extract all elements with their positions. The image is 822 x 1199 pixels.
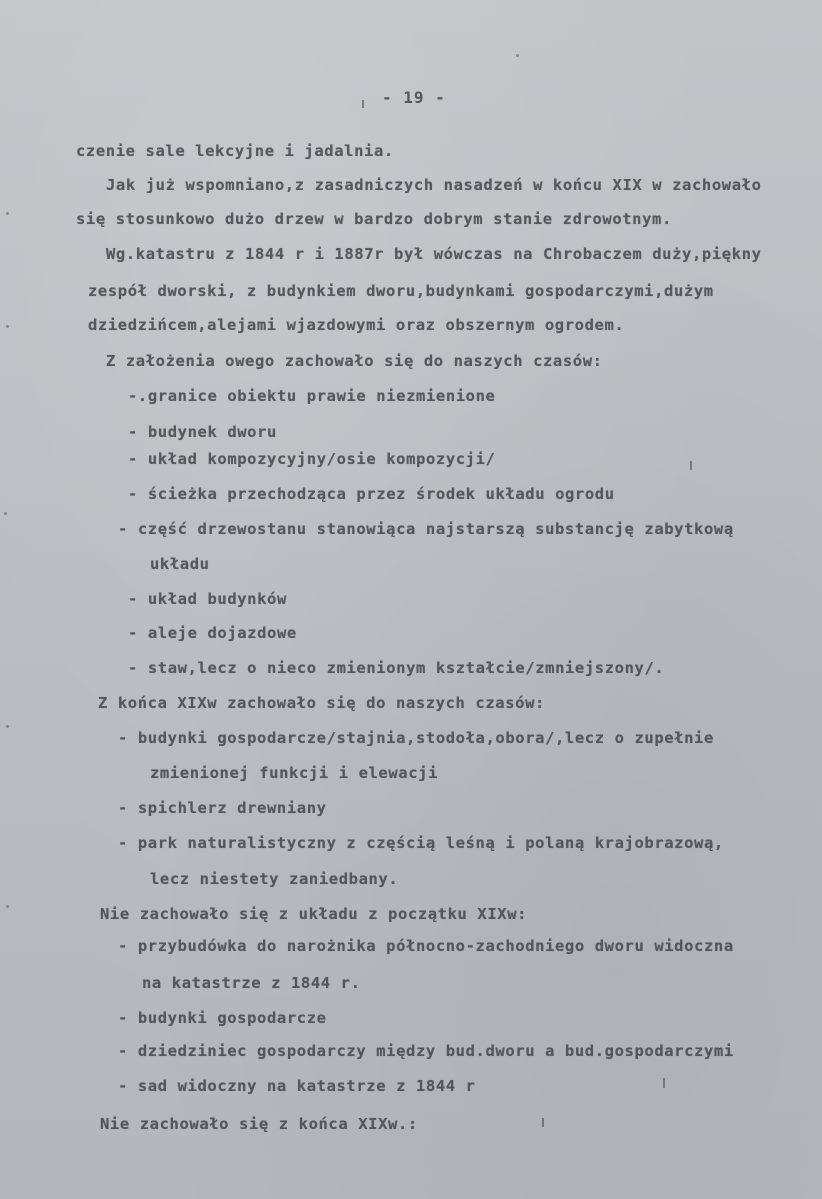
- section-heading: Z końca XIXw zachowało się do naszych czasów:: [98, 694, 545, 712]
- text-line: dziedzińcem,alejami wjazdowymi oraz obszernym ogrodem.: [88, 316, 625, 334]
- list-item: - budynki gospodarcze/stajnia,stodoła,obora/,lecz o zupełnie: [118, 729, 714, 747]
- list-item: - budynek dworu: [128, 423, 277, 441]
- list-item: - sad widoczny na katastrze z 1844 r: [118, 1077, 476, 1095]
- section-heading: Nie zachowało się z końca XIXw.:: [100, 1115, 418, 1133]
- list-item: - dziedziniec gospodarczy między bud.dworu a bud.gospodarczymi: [118, 1042, 734, 1060]
- text-line: Jak już wspomniano,z zasadniczych nasadzeń w końcu XIX w zachowało: [106, 176, 762, 194]
- list-item: - przybudówka do narożnika północno-zachodniego dworu widoczna: [118, 937, 734, 955]
- paper-mark: [663, 1078, 665, 1088]
- paper-mark: [690, 461, 692, 470]
- list-item: - aleje dojazdowe: [128, 624, 297, 642]
- list-item: - układ budynków: [128, 590, 287, 608]
- list-item-continuation: lecz niestety zaniedbany.: [150, 870, 399, 888]
- section-heading: Nie zachowało się z układu z początku XIXw:: [100, 905, 528, 923]
- list-item: - spichlerz drewniany: [118, 799, 327, 817]
- paper-speck: [6, 212, 9, 215]
- list-item: - staw,lecz o nieco zmienionym kształcie/zmniejszony/.: [128, 659, 665, 677]
- paper-mark: [362, 100, 364, 108]
- paper-speck: [6, 725, 9, 728]
- paper-speck: [4, 512, 7, 515]
- paper-speck: [6, 325, 9, 328]
- list-item: - układ kompozycyjny/osie kompozycji/: [128, 450, 496, 468]
- paper-speck: [516, 54, 519, 57]
- list-item: - park naturalistyczny z częścią leśną i polaną krajobrazową,: [118, 834, 724, 852]
- list-item-continuation: zmienionej funkcji i elewacji: [150, 764, 439, 782]
- text-line: czenie sale lekcyjne i jadalnia.: [76, 142, 394, 160]
- text-line: zespół dworski, z budynkiem dworu,budynkami gospodarczymi,dużym: [88, 282, 714, 300]
- paper-speck: [6, 905, 9, 908]
- paper-mark: [542, 1118, 544, 1127]
- page-number: - 19 -: [382, 88, 446, 107]
- list-item: -.granice obiektu prawie niezmienione: [128, 387, 496, 405]
- text-line: Wg.katastru z 1844 r i 1887r był wówczas na Chrobaczem duży,piękny: [106, 245, 762, 263]
- list-item-continuation: układu: [150, 555, 210, 573]
- list-item: - ścieżka przechodząca przez środek układu ogrodu: [128, 485, 615, 503]
- text-line: się stosunkowo dużo drzew w bardzo dobrym stanie zdrowotnym.: [76, 210, 672, 228]
- list-item: - część drzewostanu stanowiąca najstarszą substancję zabytkową: [118, 520, 734, 538]
- text-line: Z założenia owego zachowało się do naszych czasów:: [106, 352, 603, 370]
- list-item-continuation: na katastrze z 1844 r.: [142, 974, 361, 992]
- list-item: - budynki gospodarcze: [118, 1009, 327, 1027]
